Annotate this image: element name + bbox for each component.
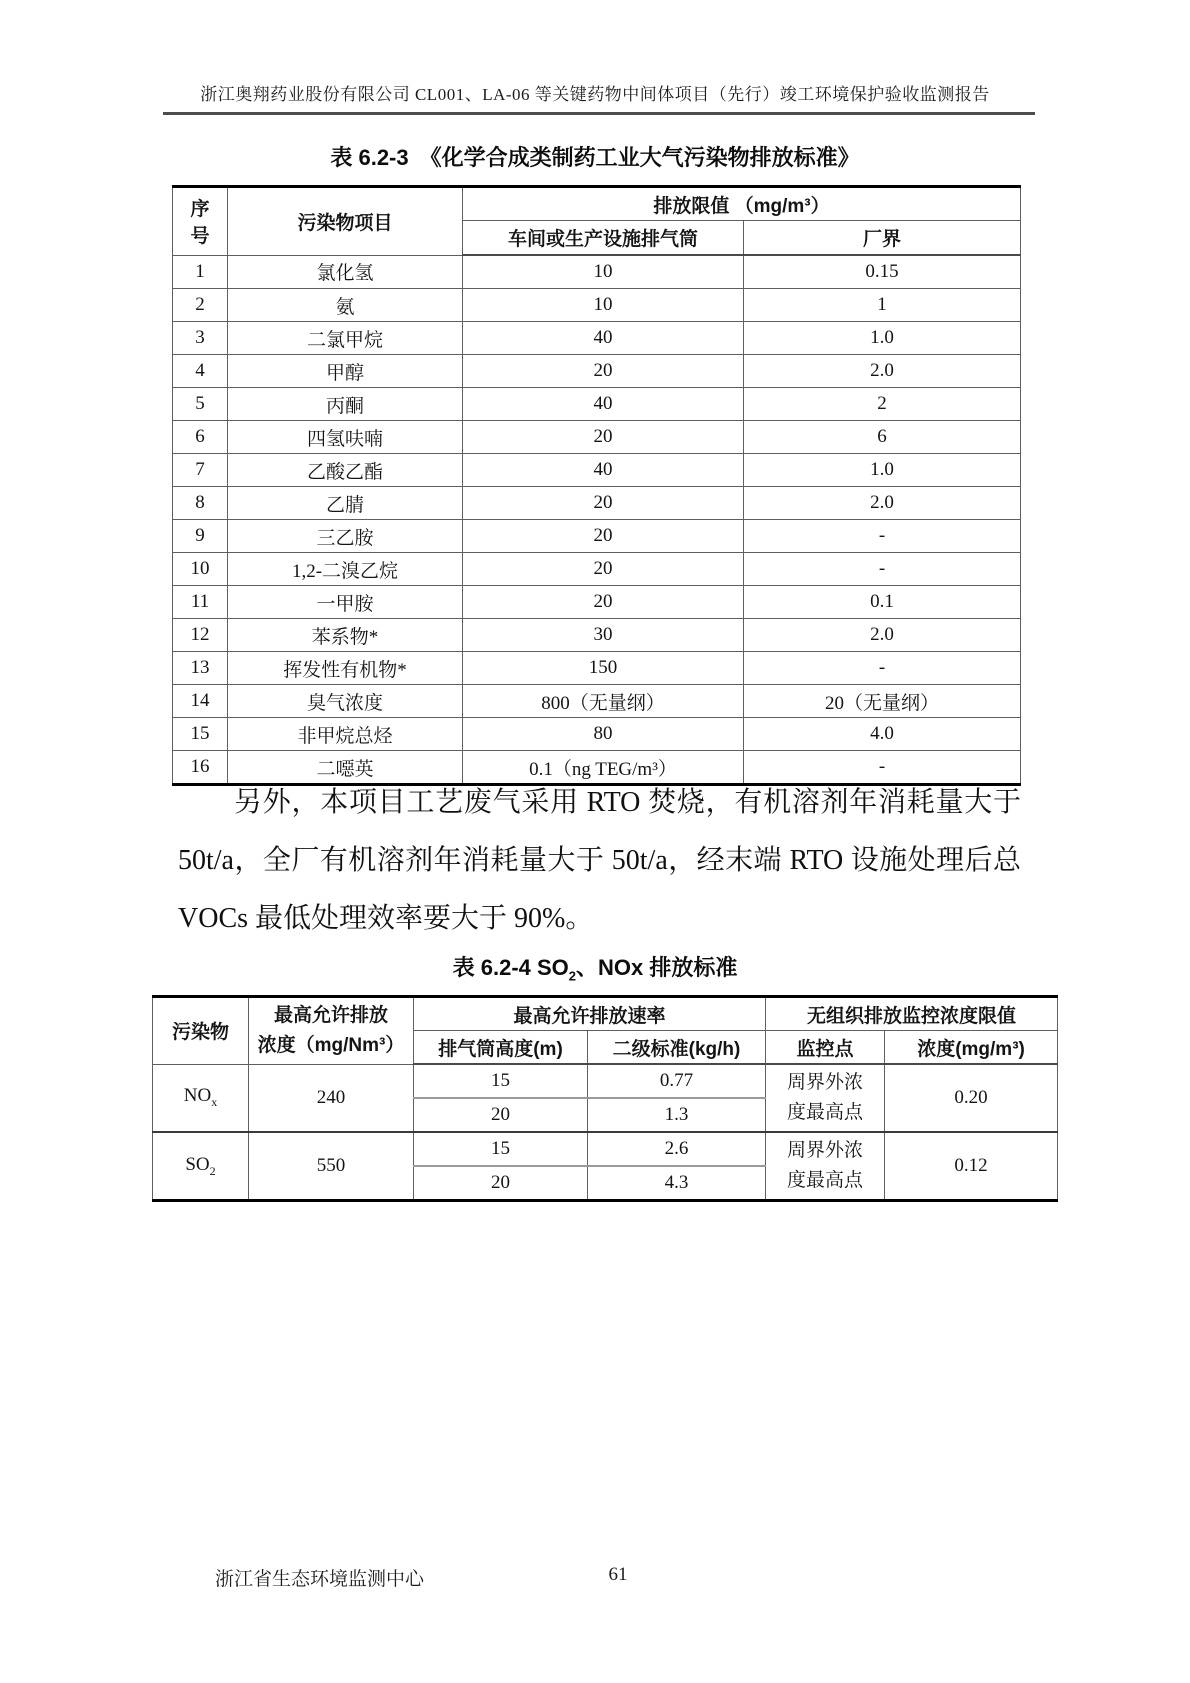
- table-row: [173, 718, 1021, 751]
- cell-workshop-limit: 40: [463, 454, 744, 487]
- monitor-point-line1: 周界外浓: [787, 1140, 864, 1161]
- header-serial-number: [173, 187, 228, 256]
- cell-pollutant: 三乙胺: [228, 520, 463, 553]
- table-row: [153, 1132, 1058, 1166]
- table-row: [173, 255, 1021, 289]
- table1-title-text: 表 6.2-3 《化学合成类制药工业大气污染物排放标准》: [330, 145, 860, 170]
- cell-boundary-limit: 0.1: [744, 586, 1021, 619]
- cell-serial: 4: [173, 355, 228, 388]
- cell-pollutant: 苯系物*: [228, 619, 463, 652]
- cell-boundary-limit: 0.15: [744, 255, 1021, 289]
- cell-serial: 16: [173, 751, 228, 785]
- header-divider: [163, 112, 1035, 115]
- table-row: [173, 520, 1021, 553]
- table-row: [173, 355, 1021, 388]
- footer-organization: 浙江省生态环境监测中心: [215, 1569, 425, 1590]
- cell-max-concentration: 550: [249, 1132, 414, 1201]
- header-max-concentration-line2: 浓度（mg/Nm³）: [257, 1034, 405, 1056]
- cell-stack-height: 20: [414, 1098, 588, 1132]
- cell-pollutant-nox: [153, 1064, 249, 1132]
- table2-title-suffix: 、NOx 排放标准: [576, 955, 738, 980]
- cell-workshop-limit: 10: [463, 289, 744, 322]
- table-row: [173, 487, 1021, 520]
- cell-serial: 10: [173, 553, 228, 586]
- header-emission-limit: 排放限值 （mg/m³）: [463, 187, 1021, 221]
- cell-pollutant: 挥发性有机物*: [228, 652, 463, 685]
- document-header: 浙江奥翔药业股份有限公司 CL001、LA-06 等关键药物中间体项目（先行）竣工环境保护验收监测报告: [200, 85, 990, 104]
- cell-boundary-limit: 6: [744, 421, 1021, 454]
- cell-monitor-concentration: 0.12: [885, 1132, 1058, 1201]
- table1-title: [0, 141, 1190, 172]
- cell-workshop-limit: 800（无量纲）: [463, 685, 744, 718]
- table-row: [173, 586, 1021, 619]
- cell-serial: 14: [173, 685, 228, 718]
- cell-pollutant: 四氢呋喃: [228, 421, 463, 454]
- cell-pollutant: 1,2-二溴乙烷: [228, 553, 463, 586]
- cell-pollutant: 二噁英: [228, 751, 463, 785]
- cell-stack-height: 20: [414, 1166, 588, 1201]
- so2-nox-emission-standards-table: [152, 995, 1058, 1202]
- cell-pollutant: 一甲胺: [228, 586, 463, 619]
- cell-pollutant-so2: [153, 1132, 249, 1201]
- cell-pollutant: 非甲烷总烃: [228, 718, 463, 751]
- cell-boundary-limit: 2.0: [744, 355, 1021, 388]
- cell-serial: 7: [173, 454, 228, 487]
- table2-title-prefix: 表 6.2-4 SO: [452, 955, 569, 980]
- cell-boundary-limit: -: [744, 553, 1021, 586]
- cell-stack-height: 15: [414, 1132, 588, 1166]
- table-header-row: [153, 997, 1058, 1031]
- cell-boundary-limit: -: [744, 652, 1021, 685]
- pollutant-subscript: 2: [209, 1163, 216, 1178]
- cell-pollutant: 氯化氢: [228, 255, 463, 289]
- cell-workshop-limit: 20: [463, 520, 744, 553]
- cell-workshop-limit: 0.1（ng TEG/m³）: [463, 751, 744, 785]
- cell-serial: 5: [173, 388, 228, 421]
- header-pollutant: 污染物: [153, 997, 249, 1065]
- cell-boundary-limit: 2: [744, 388, 1021, 421]
- header-monitor-point: 监控点: [766, 1031, 885, 1065]
- cell-pollutant: 乙腈: [228, 487, 463, 520]
- table2-header: [153, 997, 1058, 1065]
- cell-monitor-point: [766, 1064, 885, 1132]
- cell-pollutant: 臭气浓度: [228, 685, 463, 718]
- cell-workshop-limit: 80: [463, 718, 744, 751]
- header-max-concentration-line1: 最高允许排放: [273, 1004, 388, 1026]
- footer-page-number: 61: [608, 1564, 628, 1585]
- table-row: [173, 289, 1021, 322]
- header-secondary-standard: 二级标准(kg/h): [588, 1031, 766, 1065]
- monitor-point-line2: 度最高点: [787, 1170, 864, 1191]
- cell-emission-rate: 0.77: [588, 1064, 766, 1098]
- cell-workshop-limit: 20: [463, 487, 744, 520]
- cell-stack-height: 15: [414, 1064, 588, 1098]
- cell-serial: 6: [173, 421, 228, 454]
- monitor-point-line1: 周界外浓: [787, 1072, 864, 1093]
- header-stack-height: 排气筒高度(m): [414, 1031, 588, 1065]
- cell-pollutant: 乙酸乙酯: [228, 454, 463, 487]
- cell-pollutant: 甲醇: [228, 355, 463, 388]
- cell-boundary-limit: 4.0: [744, 718, 1021, 751]
- header-max-concentration: [249, 997, 414, 1065]
- cell-pollutant: 氨: [228, 289, 463, 322]
- cell-monitor-concentration: 0.20: [885, 1064, 1058, 1132]
- cell-max-concentration: 240: [249, 1064, 414, 1132]
- table1-header: [173, 187, 1021, 256]
- table2-title: [0, 951, 1190, 983]
- cell-workshop-limit: 40: [463, 388, 744, 421]
- table-row: [173, 619, 1021, 652]
- cell-emission-rate: 1.3: [588, 1098, 766, 1132]
- table-row: [173, 421, 1021, 454]
- table-row: [153, 1064, 1058, 1098]
- table2-title-subscript: 2: [568, 968, 577, 984]
- cell-workshop-limit: 10: [463, 255, 744, 289]
- table-header-row: [173, 187, 1021, 221]
- header-pollutant-item: 污染物项目: [228, 187, 463, 256]
- table-row: [173, 553, 1021, 586]
- air-pollutant-emission-standards-table: [172, 185, 1021, 786]
- cell-serial: 11: [173, 586, 228, 619]
- cell-boundary-limit: 1: [744, 289, 1021, 322]
- table1-body: [173, 255, 1021, 785]
- cell-serial: 12: [173, 619, 228, 652]
- header-monitor-concentration: 浓度(mg/m³): [885, 1031, 1058, 1065]
- cell-serial: 3: [173, 322, 228, 355]
- cell-serial: 2: [173, 289, 228, 322]
- table-row: [173, 388, 1021, 421]
- cell-pollutant: 二氯甲烷: [228, 322, 463, 355]
- cell-serial: 8: [173, 487, 228, 520]
- cell-workshop-limit: 20: [463, 586, 744, 619]
- cell-boundary-limit: 1.0: [744, 322, 1021, 355]
- paragraph-line: 另外，本项目工艺废气采用 RTO 焚烧，有机溶剂年消耗量大于: [234, 787, 1021, 818]
- cell-boundary-limit: 1.0: [744, 454, 1021, 487]
- table-row: [173, 322, 1021, 355]
- cell-boundary-limit: 20（无量纲）: [744, 685, 1021, 718]
- body-paragraph: [178, 774, 1021, 948]
- cell-emission-rate: 2.6: [588, 1132, 766, 1166]
- cell-workshop-limit: 20: [463, 553, 744, 586]
- cell-monitor-point: [766, 1132, 885, 1201]
- cell-workshop-limit: 30: [463, 619, 744, 652]
- cell-serial: 13: [173, 652, 228, 685]
- header-plant-boundary: 厂界: [744, 221, 1021, 256]
- table-row: [173, 454, 1021, 487]
- cell-serial: 9: [173, 520, 228, 553]
- monitor-point-line2: 度最高点: [787, 1102, 864, 1123]
- cell-serial: 1: [173, 255, 228, 289]
- header-serial-line1: 序: [190, 199, 210, 221]
- cell-workshop-limit: 20: [463, 355, 744, 388]
- header-workshop-stack: 车间或生产设施排气筒: [463, 221, 744, 256]
- cell-pollutant: 丙酮: [228, 388, 463, 421]
- paragraph-line: VOCs 最低处理效率要大于 90%。: [178, 903, 594, 934]
- cell-boundary-limit: -: [744, 520, 1021, 553]
- pollutant-symbol: SO: [185, 1153, 210, 1175]
- header-fugitive-limit: 无组织排放监控浓度限值: [766, 997, 1058, 1031]
- cell-boundary-limit: -: [744, 751, 1021, 785]
- cell-workshop-limit: 20: [463, 421, 744, 454]
- table-row: [173, 652, 1021, 685]
- pollutant-subscript: x: [211, 1095, 218, 1110]
- cell-emission-rate: 4.3: [588, 1166, 766, 1201]
- cell-workshop-limit: 40: [463, 322, 744, 355]
- table-row: [173, 685, 1021, 718]
- header-serial-line2: 号: [190, 226, 210, 248]
- cell-serial: 15: [173, 718, 228, 751]
- pollutant-symbol: NO: [183, 1085, 212, 1107]
- header-max-emission-rate: 最高允许排放速率: [414, 997, 766, 1031]
- paragraph-line: 50t/a，全厂有机溶剂年消耗量大于 50t/a，经末端 RTO 设施处理后总: [178, 845, 1021, 876]
- cell-boundary-limit: 2.0: [744, 487, 1021, 520]
- cell-workshop-limit: 150: [463, 652, 744, 685]
- table2-body: [153, 1064, 1058, 1201]
- cell-boundary-limit: 2.0: [744, 619, 1021, 652]
